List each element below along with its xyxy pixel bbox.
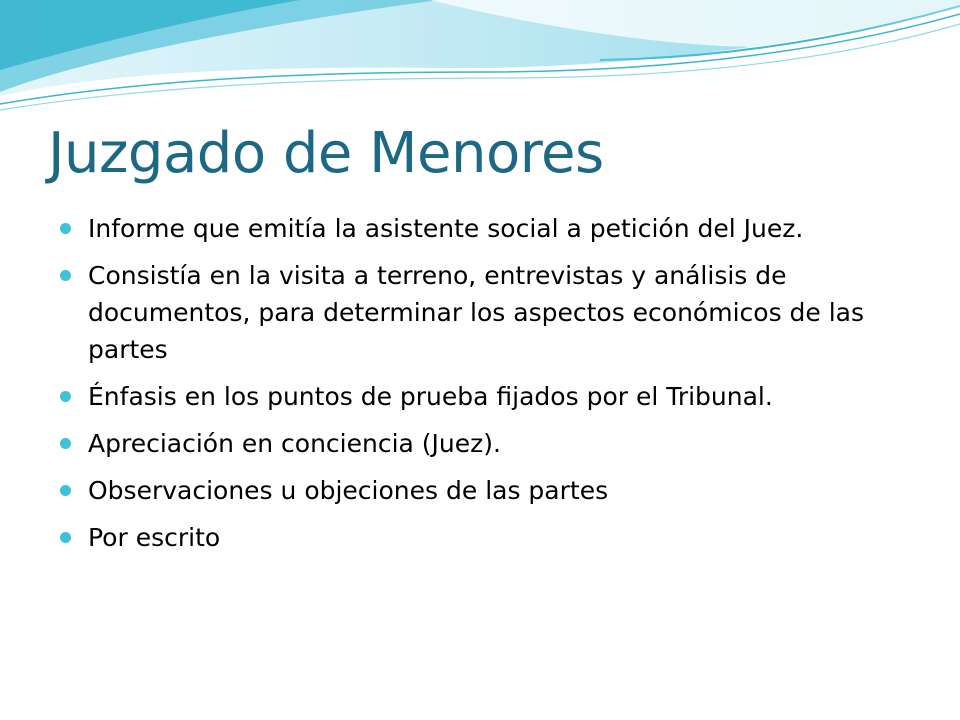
bullet-item — [58, 472, 878, 509]
bullet-text: Énfasis en los puntos de prueba fijados por el Tribunal. — [88, 382, 773, 411]
bullet-text: Observaciones u objeciones de las partes — [88, 476, 609, 505]
bullet-dot-icon — [60, 223, 71, 234]
bullet-dot-icon — [60, 270, 71, 281]
bullet-dot-icon — [60, 391, 71, 402]
bullet-dot-icon — [60, 532, 71, 543]
bullet-text: Apreciación en conciencia (Juez). — [88, 429, 501, 458]
bullet-text: Consistía en la visita a terreno, entrevistas y análisis de documentos, para determinar los aspectos económicos de las partes — [88, 261, 865, 364]
header-wave-decoration — [0, 0, 960, 120]
bullet-item — [58, 257, 878, 368]
bullet-text: Por escrito — [88, 523, 221, 552]
bullet-list — [58, 210, 878, 566]
bullet-item — [58, 378, 878, 415]
bullet-dot-icon — [60, 485, 71, 496]
bullet-text: Informe que emitía la asistente social a petición del Juez. — [88, 214, 804, 243]
bullet-item — [58, 210, 878, 247]
slide-title: Juzgado de Menores — [48, 121, 604, 186]
bullet-dot-icon — [60, 438, 71, 449]
bullet-item — [58, 425, 878, 462]
bullet-item — [58, 519, 878, 556]
